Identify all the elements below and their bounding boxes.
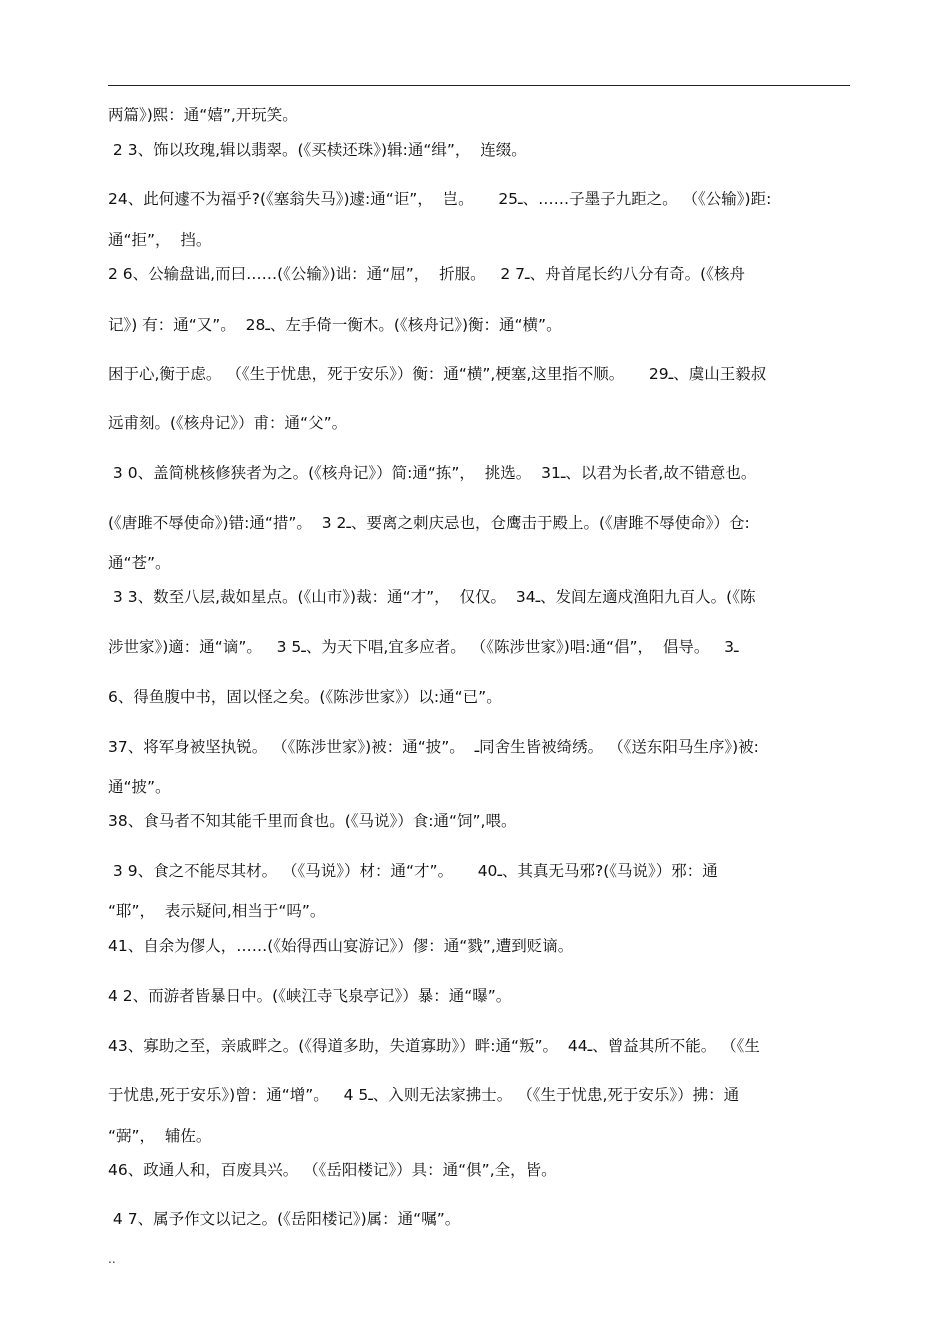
text-line: 4 2、而游者皆暴日中。(《峡江寺飞泉亭记》）暴：通“曝”。 — [108, 987, 512, 1005]
text-line: 通“披”。 — [108, 778, 171, 796]
text-line: 41、自余为僇人，……(《始得西山宴游记》）僇：通“戮”,遭到贬谪。 — [108, 937, 574, 955]
text-line: 困于心,衡于虑。 （《生于忧患，死于安乐》）衡：通“横”,梗塞,这里指不顺。 29ـ、虞山王毅叔 — [108, 365, 767, 383]
text-line: 2 6、公输盘诎,而曰……(《公输》)诎：通“屈”， 折服。 2 7ـ、舟首尾长约八分有奇。(《核舟 — [108, 265, 745, 283]
text-line: 远甫刻。(《核舟记》）甫：通“父”。 — [108, 414, 348, 432]
text-line: 3 3、数至八层,裁如星点。(《山市》)裁：通“才”， 仅仅。 34ـ、发闾左適戍渔阳九百人。(《陈 — [108, 588, 756, 606]
text-line: 24、此何遽不为福乎?(《塞翁失马》)遽:通“讵”， 岂。 25ـ、……子墨子九距之。 （《公输》)距: — [108, 190, 772, 208]
text-line: 涉世家》)適：通“谪”。 3 5ـ、为天下唱,宜多应者。 （《陈涉世家》)唱:通“倡”， 倡导。 3ـ — [108, 638, 739, 656]
text-line: 通“拒”， 挡。 — [108, 231, 212, 249]
page-footer-mark: .. — [108, 1252, 116, 1266]
text-line: 两篇》)熙：通“嬉”,开玩笑。 — [108, 106, 298, 124]
text-line: 通“苍”。 — [108, 554, 171, 572]
text-line: 46、政通人和，百废具兴。 （《岳阳楼记》）具：通“俱”,全，皆。 — [108, 1161, 557, 1179]
text-line: 4 7、属予作文以记之。(《岳阳楼记》)属：通“嘱”。 — [108, 1210, 461, 1228]
text-line: 37、将军身被坚执锐。 （《陈涉世家》)被：通“披”。 ـ同舍生皆被绮绣。 （《送东阳马生序》)被: — [108, 738, 759, 756]
text-line: 43、寡助之至，亲戚畔之。(《得道多助，失道寡助》）畔:通“叛”。 44ـ、曾益其所不能。 （《生 — [108, 1037, 760, 1055]
text-line: 38、食马者不知其能千里而食也。(《马说》）食:通“饲”,喂。 — [108, 812, 517, 830]
header-rule — [108, 85, 850, 86]
text-line: 3 0、盖简桃核修狭者为之。(《核舟记》）简:通“拣”， 挑选。 31ـ、以君为长者,故不错意也。 — [108, 464, 757, 482]
text-line: (《唐雎不辱使命》)错:通“措”。 3 2ـ、要离之刺庆忌也，仓鹰击于殿上。(《唐雎不辱使命》）仓: — [108, 514, 750, 532]
text-line: 6、得鱼腹中书，固以怪之矣。(《陈涉世家》）以:通“已”。 — [108, 688, 502, 706]
text-line: 2 3、饰以玫瑰,辑以翡翠。(《买椟还珠》)辑:通“缉”， 连缀。 — [108, 141, 527, 159]
text-line: “弼”， 辅佐。 — [108, 1127, 212, 1145]
text-line: 记》) 有：通“又”。 28ـ、左手倚一衡木。(《核舟记》)衡：通“横”。 — [108, 316, 562, 334]
text-line: 于忧患,死于安乐》)曾：通“增”。 4 5ـ、入则无法家拂士。 （《生于忧患,死于安乐》）拂：通 — [108, 1086, 740, 1104]
text-line: 3 9、食之不能尽其材。 （《马说》）材：通“才”。 40ـ、其真无马邪?(《马说》）邪：通 — [108, 862, 718, 880]
text-line: “耶”， 表示疑问,相当于“吗”。 — [108, 902, 326, 920]
